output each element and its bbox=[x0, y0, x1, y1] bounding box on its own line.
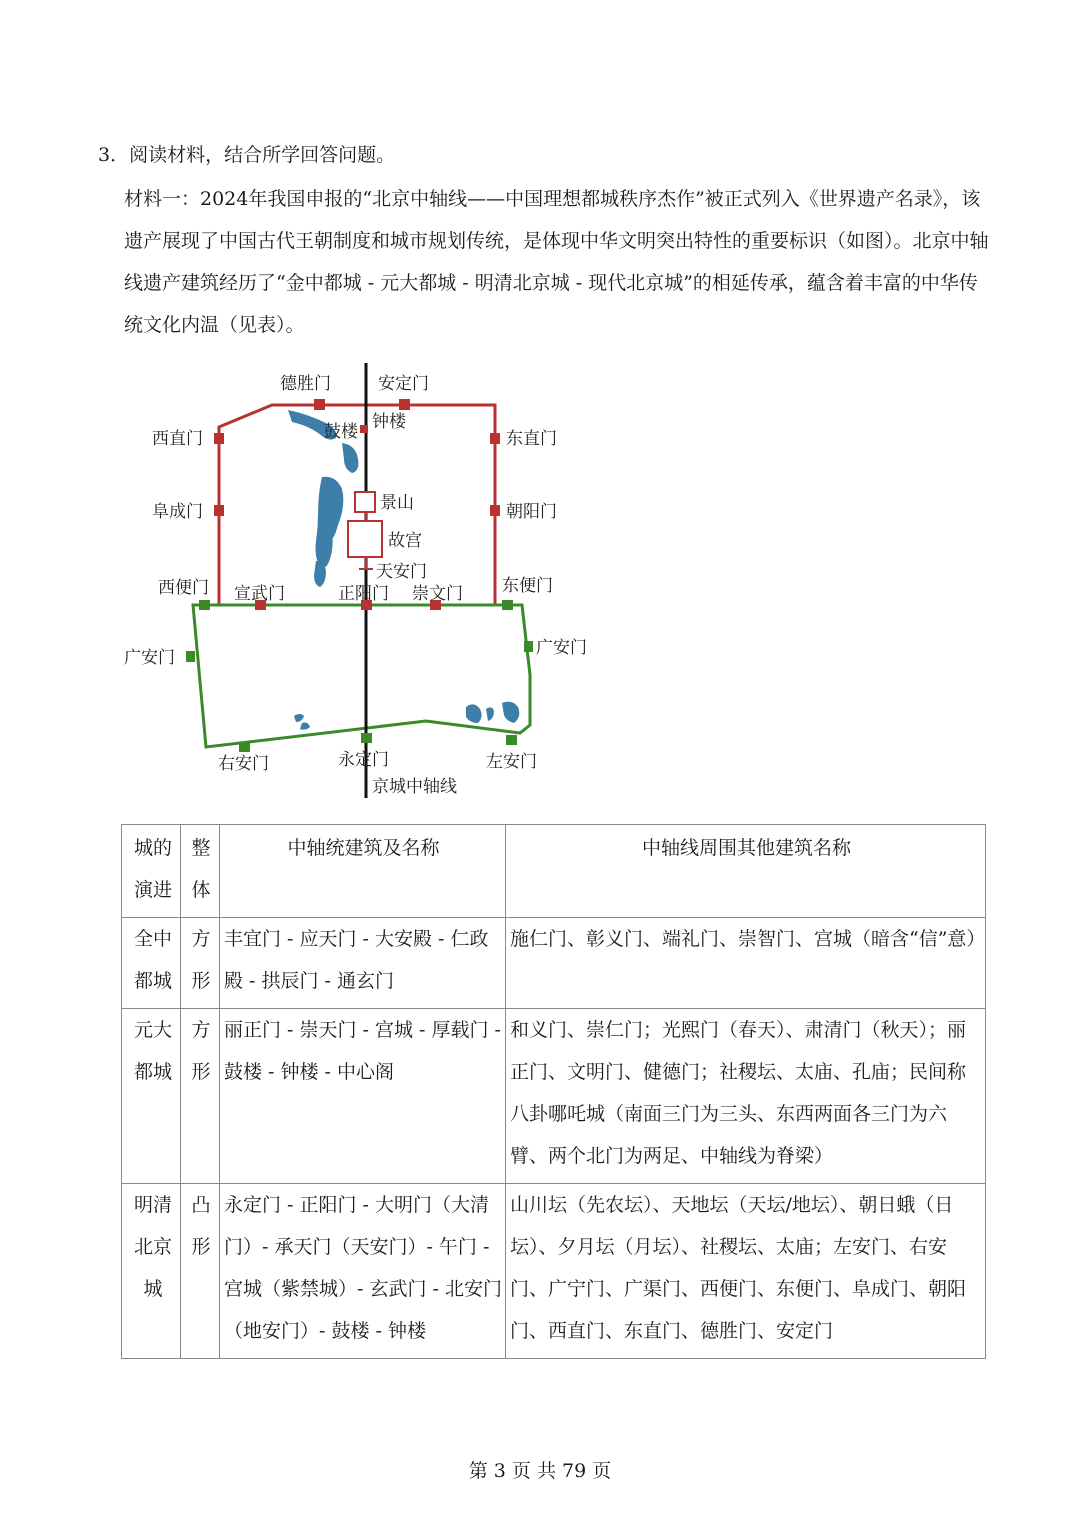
header-city: 城的演进 bbox=[122, 825, 181, 918]
gate-label: 东便门 bbox=[502, 576, 553, 596]
material-paragraph: 材料一：2024年我国申报的“北京中轴线——中国理想都城秩序杰作”被正式列入《世界遗产名录》，该遗产展现了中国古代王朝制度和城市规划传统，是体现中华文明突出特性的重要标识（如图）。北京中轴线遗产建筑经历了“金中都城 - 元大都城 - 明清北京城 - 现代北京城”的相延传承，蕴含着丰富的中华传统文化内温（见表）。 bbox=[124, 188, 989, 336]
gate-label: 左安门 bbox=[486, 752, 537, 772]
gate-label: 宣武门 bbox=[234, 584, 285, 604]
header-others: 中轴线周围其他建筑名称 bbox=[506, 825, 986, 918]
cell-city: 元大都城 bbox=[122, 1009, 181, 1184]
cell-others: 和义门、崇仁门；光熙门（春天）、肃清门（秋天）；丽正门、文明门、健德门；社稷坛、太庙、孔庙；民间称八卦哪吒城（南面三门为三头、东西两面各三门为六臂、两个北门为两足、中轴线为脊梁） bbox=[506, 1009, 986, 1184]
cell-axis: 丰宜门 - 应天门 - 大安殿 - 仁政殿 - 拱辰门 - 通玄门 bbox=[220, 918, 506, 1009]
header-shape: 整体 bbox=[181, 825, 220, 918]
gate-label: 西便门 bbox=[158, 578, 209, 598]
landmark-label: 故宫 bbox=[388, 531, 422, 551]
table-row bbox=[122, 918, 986, 1009]
gate-label: 右安门 bbox=[218, 754, 269, 774]
city-evolution-table bbox=[121, 824, 986, 1359]
question-prompt: 阅读材料，结合所学回答问题。 bbox=[129, 144, 396, 166]
gate-label: 永定门 bbox=[338, 750, 389, 770]
gate-label: 东直门 bbox=[506, 429, 557, 449]
landmark-label: 天安门 bbox=[376, 562, 427, 582]
beijing-axis-map bbox=[110, 355, 610, 805]
landmark-label: 景山 bbox=[380, 493, 414, 513]
page-footer: 第 3 页 共 79 页 bbox=[468, 1460, 612, 1482]
gate-label: 正阳门 bbox=[338, 584, 389, 604]
outer-city-wall bbox=[193, 605, 530, 747]
gate-label: 阜成门 bbox=[152, 502, 203, 522]
table-header-row bbox=[122, 825, 986, 918]
gate-label: 广安门 bbox=[536, 638, 587, 658]
cell-axis: 丽正门 - 崇天门 - 宫城 - 厚载门 - 鼓楼 - 钟楼 - 中心阁 bbox=[220, 1009, 506, 1184]
forbidden-city-block bbox=[348, 521, 382, 557]
cell-shape: 方形 bbox=[181, 1009, 220, 1184]
landmark-label: 钟楼 bbox=[372, 412, 406, 432]
cell-city: 明清北京城 bbox=[122, 1184, 181, 1359]
cell-shape: 方形 bbox=[181, 918, 220, 1009]
question-number: 3． bbox=[98, 144, 130, 166]
cell-others: 山川坛（先农坛）、天地坛（天坛/地坛）、朝日蛾（日坛）、夕月坛（月坛）、社稷坛、太庙；左安门、右安门、广宁门、广渠门、西便门、东便门、阜成门、朝阳门、西直门、东直门、德胜门、安定门 bbox=[506, 1184, 986, 1359]
cell-others: 施仁门、彰义门、端礼门、崇智门、宫城（暗含“信”意） bbox=[506, 918, 986, 1009]
question-heading bbox=[98, 140, 395, 167]
gate-label: 崇文门 bbox=[412, 584, 463, 604]
cell-axis: 永定门 - 正阳门 - 大明门（大清门）- 承天门（天安门）- 午门 - 宫城（紫禁城）- 玄武门 - 北安门（地安门）- 鼓楼 - 钟楼 bbox=[220, 1184, 506, 1359]
table-row bbox=[122, 1184, 986, 1359]
landmark-label: 鼓楼 bbox=[324, 422, 358, 442]
axis-label: 京城中轴线 bbox=[372, 777, 457, 797]
gate-label: 广安门 bbox=[124, 648, 175, 668]
table-row bbox=[122, 1009, 986, 1184]
gate-label: 德胜门 bbox=[280, 374, 331, 394]
gate-label: 安定门 bbox=[378, 374, 429, 394]
jingshan-block bbox=[355, 492, 375, 512]
cell-shape: 凸形 bbox=[181, 1184, 220, 1359]
header-axis: 中轴统建筑及名称 bbox=[220, 825, 506, 918]
gate-label: 朝阳门 bbox=[506, 502, 557, 522]
gate-label: 西直门 bbox=[152, 429, 203, 449]
cell-city: 全中都城 bbox=[122, 918, 181, 1009]
